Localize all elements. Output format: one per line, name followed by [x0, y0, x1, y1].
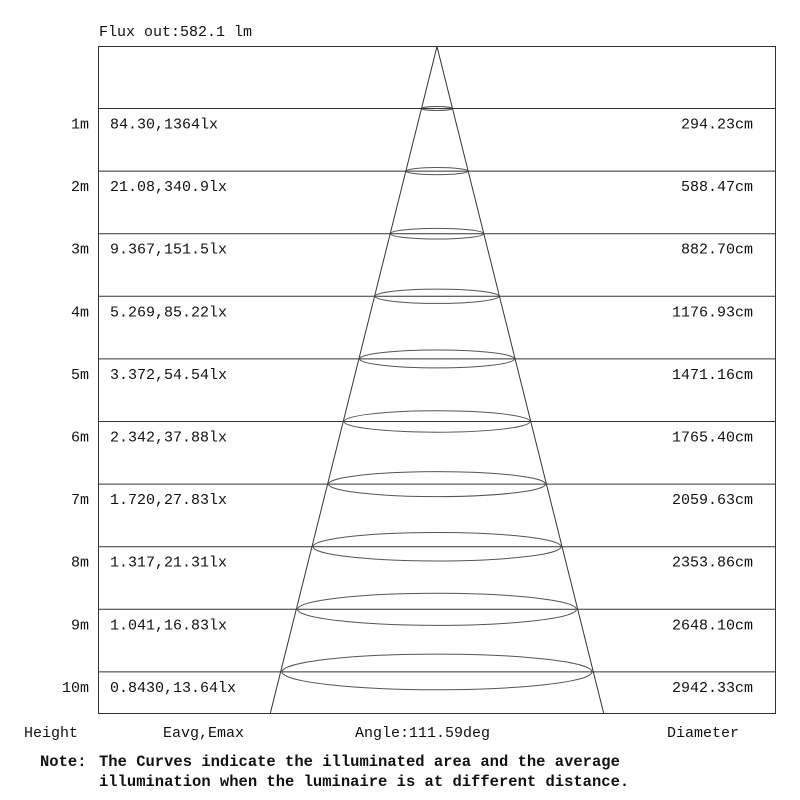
row-height-label: 2m	[70, 179, 89, 197]
footer-diameter-label: Diameter	[667, 725, 740, 742]
row-height-label: 8m	[70, 554, 89, 572]
row-diameter-value: 294.23cm	[680, 116, 753, 134]
row-eavg-emax-value: 21.08,340.9lx	[110, 179, 228, 197]
row-diameter-value: 1765.40cm	[671, 429, 753, 447]
note-line-1: The Curves indicate the illuminated area and the average	[99, 753, 620, 771]
row-height-label: 5m	[70, 366, 89, 384]
row-height-label: 9m	[70, 617, 89, 635]
row-eavg-emax-value: 9.367,151.5lx	[110, 241, 228, 259]
footer-angle-label: Angle:111.59deg	[355, 725, 491, 742]
row-eavg-emax-value: 2.342,37.88lx	[110, 429, 228, 447]
footer-height-label: Height	[24, 725, 79, 742]
row-height-label: 4m	[70, 304, 89, 322]
row-diameter-value: 588.47cm	[680, 179, 753, 197]
row-diameter-value: 1176.93cm	[671, 304, 753, 322]
note-prefix: Note:	[40, 753, 87, 771]
row-eavg-emax-value: 5.269,85.22lx	[110, 304, 228, 322]
row-height-label: 6m	[70, 429, 89, 447]
row-height-label: 7m	[70, 492, 89, 510]
row-diameter-value: 882.70cm	[680, 241, 753, 259]
note-line-2: illumination when the luminaire is at different distance.	[99, 773, 630, 791]
footer-eavg-emax-label: Eavg,Emax	[163, 725, 245, 742]
row-eavg-emax-value: 84.30,1364lx	[110, 116, 219, 134]
cone-right-edge	[437, 47, 604, 714]
row-eavg-emax-value: 1.041,16.83lx	[110, 617, 228, 635]
flux-label: Flux out:582.1 lm	[99, 24, 253, 41]
row-diameter-value: 2942.33cm	[671, 679, 753, 697]
row-eavg-emax-value: 3.372,54.54lx	[110, 366, 228, 384]
rows-layer	[62, 109, 776, 697]
row-eavg-emax-value: 0.8430,13.64lx	[110, 679, 237, 697]
row-eavg-emax-value: 1.720,27.83lx	[110, 492, 228, 510]
row-diameter-value: 2059.63cm	[671, 492, 753, 510]
beam-cone	[270, 47, 604, 714]
row-eavg-emax-value: 1.317,21.31lx	[110, 554, 228, 572]
row-diameter-value: 1471.16cm	[671, 366, 753, 384]
row-diameter-value: 2353.86cm	[671, 554, 753, 572]
row-height-label: 1m	[70, 116, 89, 134]
row-height-label: 3m	[70, 241, 89, 259]
cone-left-edge	[270, 47, 437, 714]
row-height-label: 10m	[61, 679, 89, 697]
row-diameter-value: 2648.10cm	[671, 617, 753, 635]
